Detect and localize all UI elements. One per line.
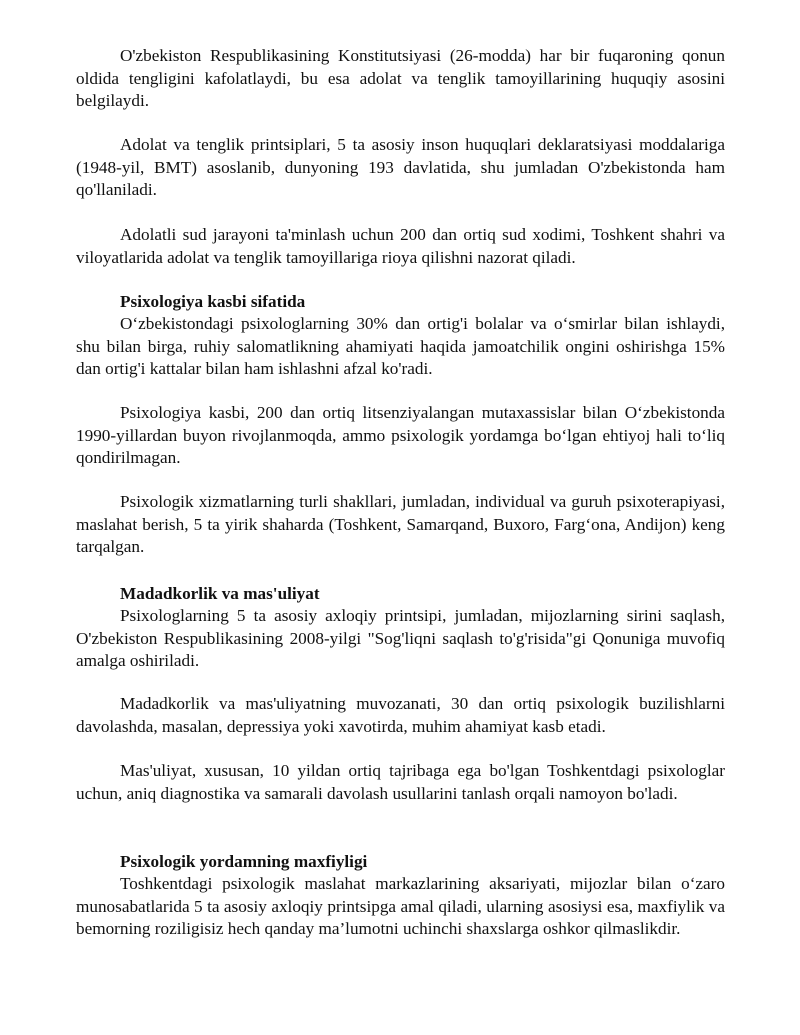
paragraph-constitution: O'zbekiston Respublikasining Konstitutsiyasi (26-modda) har bir fuqaroning qonun oldida tengligini kafolatlaydi, bu esa adolat va tenglik tamoyillarining huquqiy asosini belgilaydi. <box>76 46 725 111</box>
paragraph-balance: Madadkorlik va mas'uliyatning muvozanati, 30 dan ortiq psixologik buzilishlarni davolashda, masalan, depressiya yoki xavotirda, muhim ahamiyat kasb etadi. <box>76 694 725 736</box>
paragraph-court: Adolatli sud jarayoni ta'minlash uchun 200 dan ortiq sud xodimi, Toshkent shahri va viloyatlarida adolat va tenglik tamoyillariga rioya qilishni nazorat qiladi. <box>76 225 725 267</box>
section-heading-responsibility: Madadkorlik va mas'uliyat <box>120 584 320 603</box>
paragraph-profession-development: Psixologiya kasbi, 200 dan ortiq litsenziyalangan mutaxassislar bilan O‘zbekistonda 1990-yillardan buyon rivojlanmoqda, ammo psixologik yordamga bo‘lgan ehtiyoj hali to‘liq qondirilmagan. <box>76 403 725 468</box>
paragraph-ethical-principles: Psixologlarning 5 ta asosiy axloqiy printsipi, jumladan, mijozlarning sirini saqlash, O'zbekiston Respublikasining 2008-yilgi "Sog'liqni saqlash to'g'risida"gi Qonuniga muvofiq amalga oshiriladi. <box>76 606 725 671</box>
paragraph-confidentiality: Toshkentdagi psixologik maslahat markazlarining aksariyati, mijozlar bilan o‘zaro munosabatlarida 5 ta asosiy axloqiy printsipga amal qiladi, ularning asosiysi esa, maxfiylik va bemorning roziligisiz hech qanday ma’lumotni uchinchi shaxslarga oshkor qilmaslikdir. <box>76 874 725 939</box>
section-heading-confidentiality: Psixologik yordamning maxfiyligi <box>120 852 368 871</box>
paragraph-experience: Mas'uliyat, xususan, 10 yildan ortiq tajribaga ega bo'lgan Toshkentdagi psixologlar uchun, aniq diagnostika va samarali davolash usullarini tanlash orqali namoyon bo'ladi. <box>76 761 725 803</box>
paragraph-principles: Adolat va tenglik printsiplari, 5 ta asosiy inson huquqlari deklaratsiyasi moddalariga (1948-yil, BMT) asoslanib, dunyoning 193 davlatida, shu jumladan O'zbekistonda ham qo'llaniladi. <box>76 135 725 200</box>
paragraph-psychologists-share: O‘zbekistondagi psixologlarning 30% dan ortig'i bolalar va o‘smirlar bilan ishlaydi, shu bilan birga, ruhiy salomatlikning ahamiyati haqida jamoatchilik ongini oshirishga 15% dan ortig'i kattalar bilan ham ishlashni afzal ko'radi. <box>76 314 725 379</box>
section-heading-profession: Psixologiya kasbi sifatida <box>120 292 306 311</box>
paragraph-service-forms: Psixologik xizmatlarning turli shakllari, jumladan, individual va guruh psixoterapiyasi, maslahat berish, 5 ta yirik shaharda (Toshkent, Samarqand, Buxoro, Farg‘ona, Andijon) keng tarqalgan. <box>76 492 725 557</box>
